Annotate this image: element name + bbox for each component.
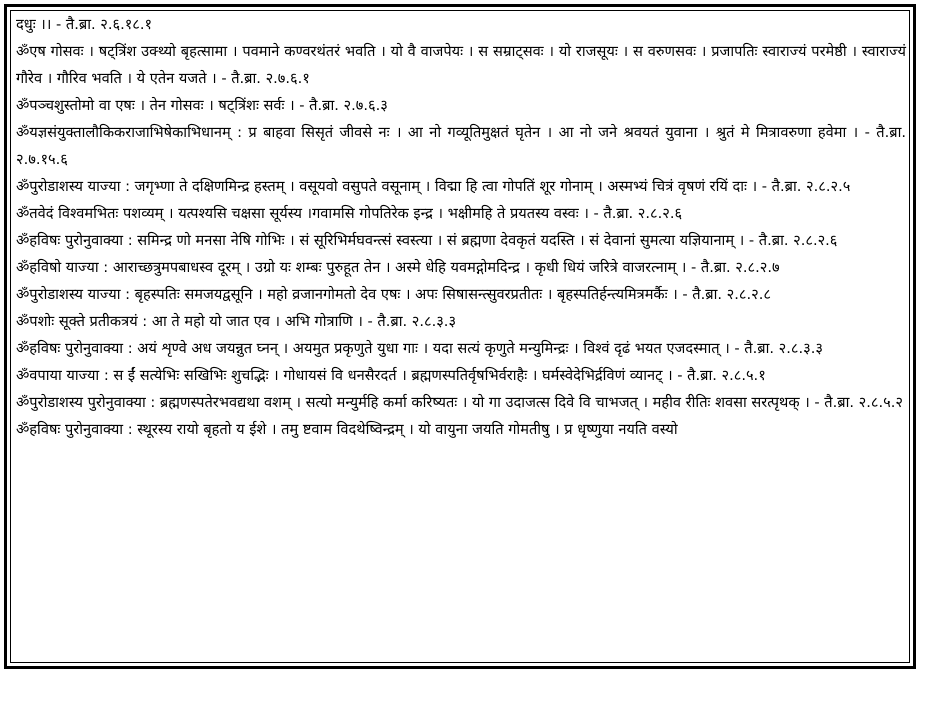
paragraph-2: ॐएष गोसवः । षट्त्रिंश उक्थ्यो बृहत्सामा । पवमाने कण्वरथंतरं भवति । यो वै वाजपेयः । स सम्राट्सवः । यो राजसूयः । स वरुणसवः । प्रजापतिः स्वाराज्यं परमेष्ठी । स्वाराज्यं गौरेव । गौरिव भवति । ये एतेन यजते । - तै.ब्रा. २.७.६.१ bbox=[16, 43, 906, 87]
paragraph-6: ॐतवेदं विश्वमभितः पशव्यम् । यत्पश्यसि चक्षसा सूर्यस्य ।गवामसि गोपतिरेक इन्द्र । भक्षीमहि ते प्रयतस्य वस्वः । - तै.ब्रा. २.८.२.६ bbox=[16, 205, 683, 222]
paragraph-14: ॐहविषः पुरोनुवाक्या : स्थूरस्य रायो बृहतो य ईशे । तमु ष्टवाम विदथेष्विन्द्रम् । यो वायुना जयति गोमतीषु । प्र धृष्णुया नयति वस्यो bbox=[16, 421, 678, 438]
paragraph-7: ॐहविषः पुरोनुवाक्या : समिन्द्र णो मनसा नेषि गोभिः । सं सूरिभिर्मघवन्त्सं स्वस्त्या । सं ब्रह्मणा देवकृतं यदस्ति । सं देवानां सुमत्या यज्ञियानाम् । - तै.ब्रा. २.८.२.६ bbox=[16, 232, 838, 249]
paragraph-11: ॐहविषः पुरोनुवाक्या : अयं शृण्वे अध जयन्नुत घ्नन् । अयमुत प्रकृणुते युधा गाः । यदा सत्यं कृणुते मन्युमिन्द्रः । विश्वं दृढं भयत एजदस्मात् । - तै.ब्रा. २.८.३.३ bbox=[16, 340, 823, 357]
paragraph-3: ॐपञ्चशुस्तोमो वा एषः । तेन गोसवः । षट्त्रिंशः सर्वः । - तै.ब्रा. २.७.६.३ bbox=[16, 97, 388, 114]
paragraph-5: ॐपुरोडाशस्य याज्या : जगृभ्णा ते दक्षिणमिन्द्र हस्तम् । वसूयवो वसुपते वसूनाम् । विद्मा हि त्वा गोपतिं शूर गोनाम् । अस्मभ्यं चित्रं वृषणं रयिं दाः । - तै.ब्रा. २.८.२.५ bbox=[16, 178, 851, 195]
page-border-outer bbox=[4, 4, 916, 669]
page-border-inner bbox=[10, 10, 910, 663]
paragraph-10: ॐपशोः सूक्ते प्रतीकत्रयं : आ ते महो यो जात एव । अभि गोत्राणि । - तै.ब्रा. २.८.३.३ bbox=[16, 313, 457, 330]
paragraph-12: ॐवपाया याज्या : स ईं सत्येभिः सखिभिः शुचद्भिः । गोधायसं वि धनसैरदर्त । ब्रह्मणस्पतिर्वृषभिर्वराहैः । घर्मस्वेदेभिर्द्रविणं व्यानट् । - तै.ब्रा. २.८.५.१ bbox=[16, 367, 766, 384]
paragraph-1: दधुः ।। - तै.ब्रा. २.६.१८.१ bbox=[16, 16, 153, 33]
paragraph-9: ॐपुरोडाशस्य याज्या : बृहस्पतिः समजयद्वसूनि । महो व्रजानगोमतो देव एषः । अपः सिषासन्त्सुवरप्रतीतः । बृहस्पतिर्हन्त्यमित्रमर्कैः । - तै.ब्रा. २.८.२.८ bbox=[16, 286, 771, 303]
document-body bbox=[16, 11, 906, 443]
paragraph-13: ॐपुरोडाशस्य पुरोनुवाक्या : ब्रह्मणस्पतेरभवद्यथा वशम् । सत्यो मन्युर्महि कर्मा करिष्यतः । यो गा उदाजत्स दिवे वि चाभजत् । महीव रीतिः शवसा सरत्पृथक् । - तै.ब्रा. २.८.५.२ bbox=[16, 394, 903, 411]
paragraph-8: ॐहविषो याज्या : आराच्छत्रुमपबाधस्व दूरम् । उग्रो यः शम्बः पुरुहूत तेन । अस्मे धेहि यवमद्गोमदिन्द्र । कृधी धियं जरित्रे वाजरत्नाम् । - तै.ब्रा. २.८.२.७ bbox=[16, 259, 780, 276]
paragraph-4: ॐयज्ञसंयुक्तालौकिकराजाभिषेकाभिधानम् : प्र बाहवा सिसृतं जीवसे नः । आ नो गव्यूतिमुक्षतं घृतेन । आ नो जने श्रवयतं युवाना । श्रुतं मे मित्रावरुणा हवेमा । - तै.ब्रा. २.७.१५.६ bbox=[16, 124, 906, 168]
